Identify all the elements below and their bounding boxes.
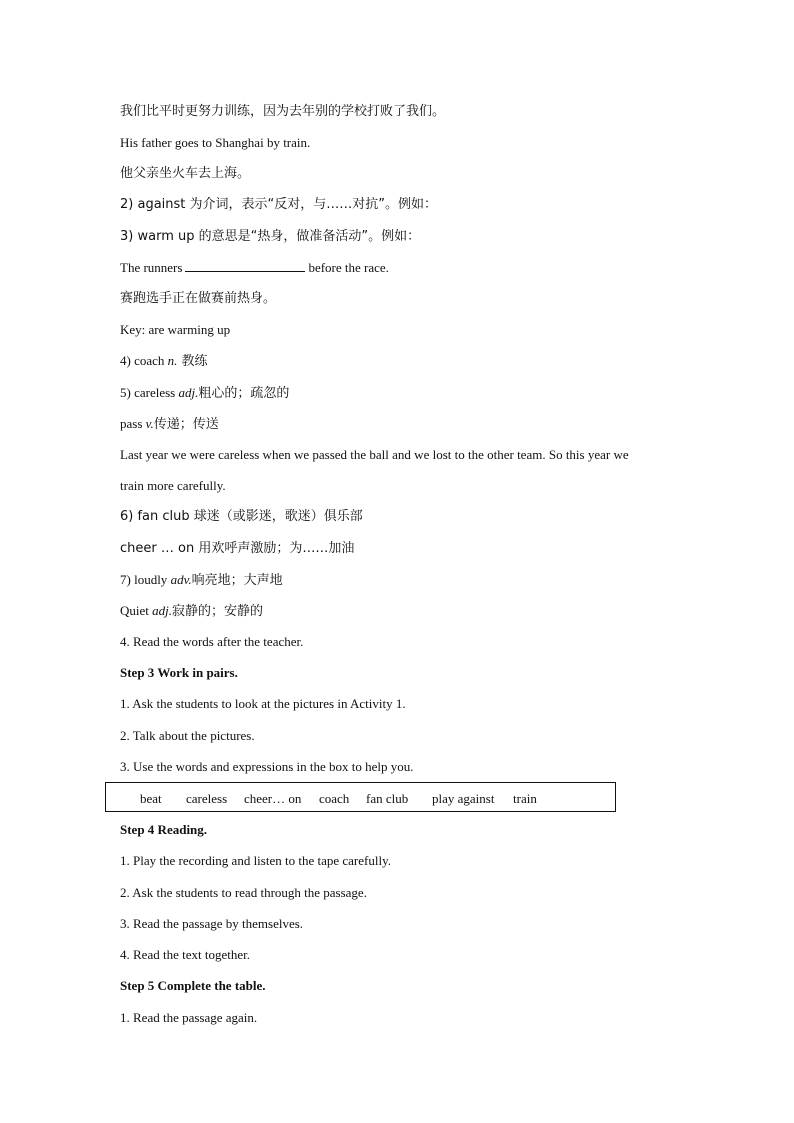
vocab-meaning: 响亮地；大声地 <box>191 573 283 588</box>
word-box-item: play against <box>432 791 495 806</box>
vocab-word: 5) careless <box>120 385 179 400</box>
word-box-item: coach <box>319 791 350 806</box>
example-paragraph-line-1: Last year we were careless when we passed the ball and we lost to the other team. So this year we <box>120 447 629 462</box>
example-paragraph-line-2: train more carefully. <box>120 478 226 493</box>
step-5-item-1: 1. Read the passage again. <box>120 1010 258 1025</box>
vocab-pass <box>120 415 219 434</box>
vocab-meaning: 寂静的；安静的 <box>172 604 264 619</box>
step-3-item-2: 2. Talk about the pictures. <box>120 728 255 743</box>
vocab-cheer-on: cheer … on 用欢呼声激励；为……加油 <box>120 541 355 556</box>
vocab-word: Quiet <box>120 603 153 618</box>
vocab-meaning: 粗心的；疏忽的 <box>198 386 290 401</box>
answer-blank <box>185 259 305 272</box>
fill-in-prefix: The runners <box>120 260 183 275</box>
step-3-item-3: 3. Use the words and expressions in the box to help you. <box>120 759 414 774</box>
part-of-speech: adj. <box>152 603 173 618</box>
word-box <box>105 782 616 812</box>
vocab-word: 4) coach <box>120 353 168 368</box>
note-against: 2) against 为介词，表示“反对，与……对抗”。例如： <box>120 197 437 212</box>
fill-in-sentence <box>120 259 389 277</box>
step-4-item-3: 3. Read the passage by themselves. <box>120 916 304 931</box>
vocab-word: pass <box>120 416 146 431</box>
word-box-item: train <box>513 791 537 806</box>
word-box-item: fan club <box>366 791 409 806</box>
vocab-coach <box>120 352 208 371</box>
example-translation-train: 他父亲坐火车去上海。 <box>120 166 251 181</box>
note-warm-up: 3) warm up 的意思是“热身，做准备活动”。例如： <box>120 229 421 244</box>
word-box-item: beat <box>140 791 162 806</box>
example-sentence-train: His father goes to Shanghai by train. <box>120 135 311 150</box>
vocab-word: 7) loudly <box>120 572 171 587</box>
vocab-quiet <box>120 602 263 621</box>
example-translation-cn: 我们比平时更努力训练，因为去年别的学校打败了我们。 <box>120 104 446 119</box>
step-3-item-1: 1. Ask the students to look at the pictures in Activity 1. <box>120 696 406 711</box>
vocab-meaning: 教练 <box>177 354 208 369</box>
word-box-item: cheer… on <box>244 791 302 806</box>
answer-key: Key: are warming up <box>120 322 231 337</box>
instruction-read-words: 4. Read the words after the teacher. <box>120 634 304 649</box>
word-box-item: careless <box>186 791 228 806</box>
step-5-heading: Step 5 Complete the table. <box>120 978 266 993</box>
fill-in-suffix: before the race. <box>308 260 389 275</box>
part-of-speech: adv. <box>170 572 192 587</box>
fill-in-translation: 赛跑选手正在做赛前热身。 <box>120 291 277 306</box>
step-3-heading: Step 3 Work in pairs. <box>120 665 238 680</box>
part-of-speech: adj. <box>178 385 199 400</box>
vocab-fan-club: 6) fan club 球迷（或影迷，歌迷）俱乐部 <box>120 509 363 524</box>
vocab-meaning: 传递；传送 <box>153 417 219 432</box>
step-4-item-1: 1. Play the recording and listen to the tape carefully. <box>120 853 391 868</box>
step-4-item-2: 2. Ask the students to read through the passage. <box>120 885 367 900</box>
step-4-item-4: 4. Read the text together. <box>120 947 250 962</box>
step-4-heading: Step 4 Reading. <box>120 822 208 837</box>
part-of-speech: v. <box>145 416 154 431</box>
part-of-speech: n. <box>167 353 178 368</box>
vocab-loudly <box>120 571 283 590</box>
vocab-careless <box>120 384 289 403</box>
